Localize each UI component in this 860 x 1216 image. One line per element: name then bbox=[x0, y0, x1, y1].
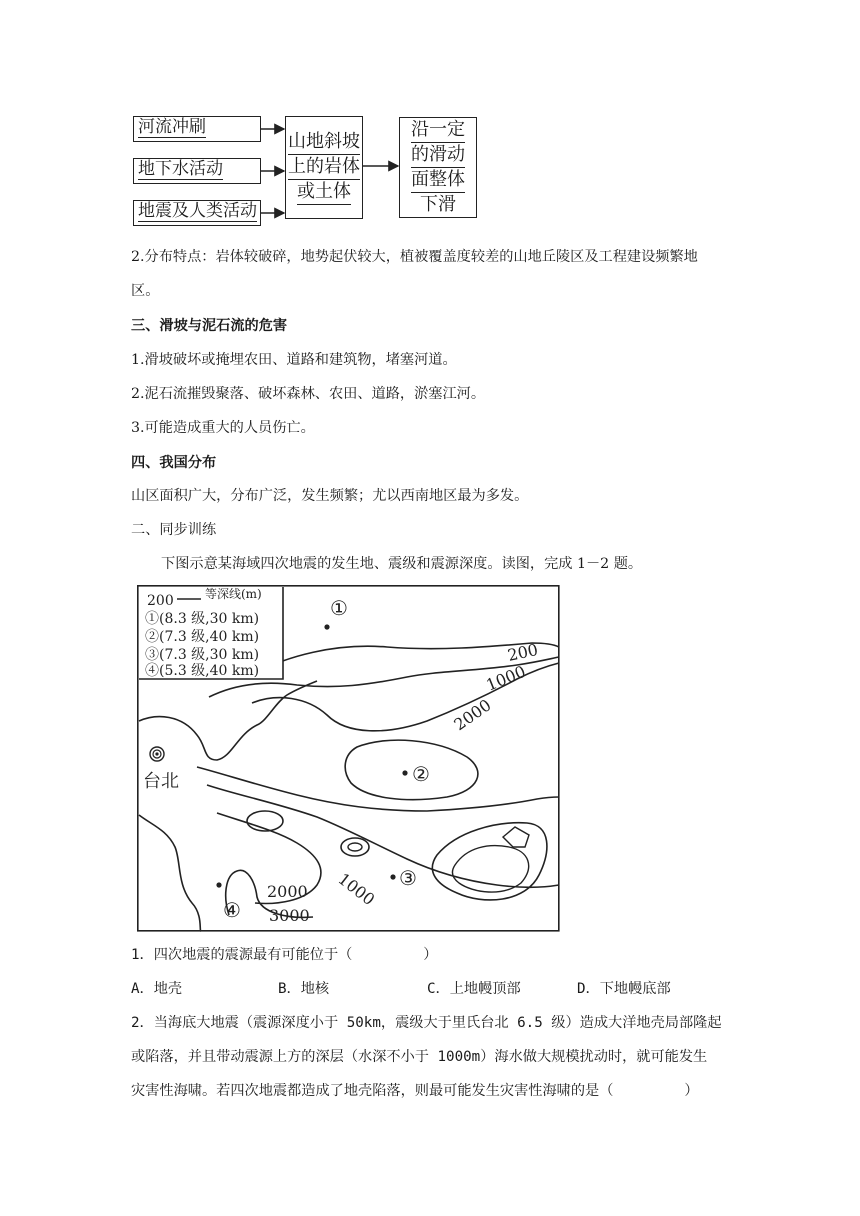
slope-line: 山地斜坡 bbox=[288, 130, 360, 155]
quake-point-4-label: ④ bbox=[223, 898, 241, 922]
taipei-label: 台北 bbox=[143, 771, 179, 792]
quake-point-2-label: ② bbox=[412, 762, 430, 786]
question-2-line-2: 或陷落，并且带动震源上方的深层（水深不小于 1000m）海水做大规模扰动时，就可能发生 bbox=[131, 1049, 708, 1065]
q1-option-a[interactable]: A．地壳 bbox=[131, 981, 183, 997]
quake-point-1-label: ① bbox=[330, 596, 348, 620]
question-2-line-1: 2．当海底大地震（震源深度小于 50km，震级大于里氏台北 6.5 级）造成大洋地壳局部隆起 bbox=[131, 1015, 722, 1031]
section-heading-distribution: 四、我国分布 bbox=[131, 455, 217, 471]
quake-point-2-dot bbox=[402, 770, 407, 775]
legend-isobath-value: 200 bbox=[147, 593, 174, 609]
map-legend bbox=[139, 586, 283, 679]
q1-option-b[interactable]: B．地核 bbox=[278, 981, 330, 997]
legend-quake-1: ①(8.3 级,30 km) bbox=[145, 611, 260, 627]
slope-line: 上的岩体 bbox=[288, 155, 360, 180]
practice-intro: 下图示意某海域四次地震的发生地、震级和震源深度。读图，完成 1－2 题。 bbox=[161, 556, 643, 572]
contour-label: 2000 bbox=[267, 882, 308, 901]
q1-option-c[interactable]: C．上地幔顶部 bbox=[427, 981, 521, 997]
legend-quake-4: ④(5.3 级,40 km) bbox=[145, 663, 260, 679]
contour-label: 200 bbox=[505, 639, 540, 665]
quake-point-4-dot bbox=[216, 882, 221, 887]
flowchart-arrows bbox=[0, 0, 860, 240]
isobath-map bbox=[137, 585, 561, 933]
quake-point-3-label: ③ bbox=[399, 866, 417, 890]
practice-heading: 二、同步训练 bbox=[131, 522, 217, 538]
hazard-item: 1.滑坡破坏或掩埋农田、道路和建筑物，堵塞河道。 bbox=[131, 352, 457, 368]
question-2-line-3: 灾害性海啸。若四次地震都造成了地壳陷落，则最可能发生灾害性海啸的是（ ） bbox=[131, 1083, 699, 1099]
cause-label: 地震及人类活动 bbox=[138, 201, 257, 221]
contour-label: 1000 bbox=[483, 661, 529, 695]
question-1-options bbox=[131, 972, 731, 1006]
section-heading-hazards: 三、滑坡与泥石流的危害 bbox=[131, 318, 288, 334]
result-line: 的滑动 bbox=[411, 143, 465, 168]
hazard-item: 2.泥石流摧毁聚落、破坏森林、农田、道路，淤塞江河。 bbox=[131, 386, 486, 402]
cause-label: 河流冲刷 bbox=[138, 117, 206, 137]
china-distribution-text: 山区面积广大，分布广泛，发生频繁；尤以西南地区最为多发。 bbox=[131, 488, 529, 504]
distribution-line-1: 2.分布特点：岩体较破碎，地势起伏较大，植被覆盖度较差的山地丘陵区及工程建设频繁地 bbox=[131, 249, 698, 265]
contour-label: 2000 bbox=[450, 695, 495, 735]
distribution-line-2: 区。 bbox=[131, 283, 160, 299]
contour-label: 1000 bbox=[334, 869, 379, 910]
result-line: 沿一定 bbox=[411, 118, 465, 143]
q1-option-d[interactable]: D．下地幔底部 bbox=[577, 981, 671, 997]
result-line: 下滑 bbox=[420, 193, 456, 218]
contour-label: 3000 bbox=[269, 906, 310, 925]
hazard-item: 3.可能造成重大的人员伤亡。 bbox=[131, 420, 315, 436]
cause-label: 地下水活动 bbox=[138, 159, 223, 179]
legend-isobath-label: 等深线(m) bbox=[205, 587, 262, 601]
slope-line: 或土体 bbox=[297, 180, 351, 205]
quake-point-3-dot bbox=[390, 874, 395, 879]
legend-quake-2: ②(7.3 级,40 km) bbox=[145, 629, 260, 645]
quake-point-1-dot bbox=[324, 624, 329, 629]
legend-quake-3: ③(7.3 级,30 km) bbox=[145, 647, 260, 663]
question-1-stem: 1．四次地震的震源最有可能位于（ ） bbox=[131, 947, 438, 963]
result-line: 面整体 bbox=[411, 168, 465, 193]
